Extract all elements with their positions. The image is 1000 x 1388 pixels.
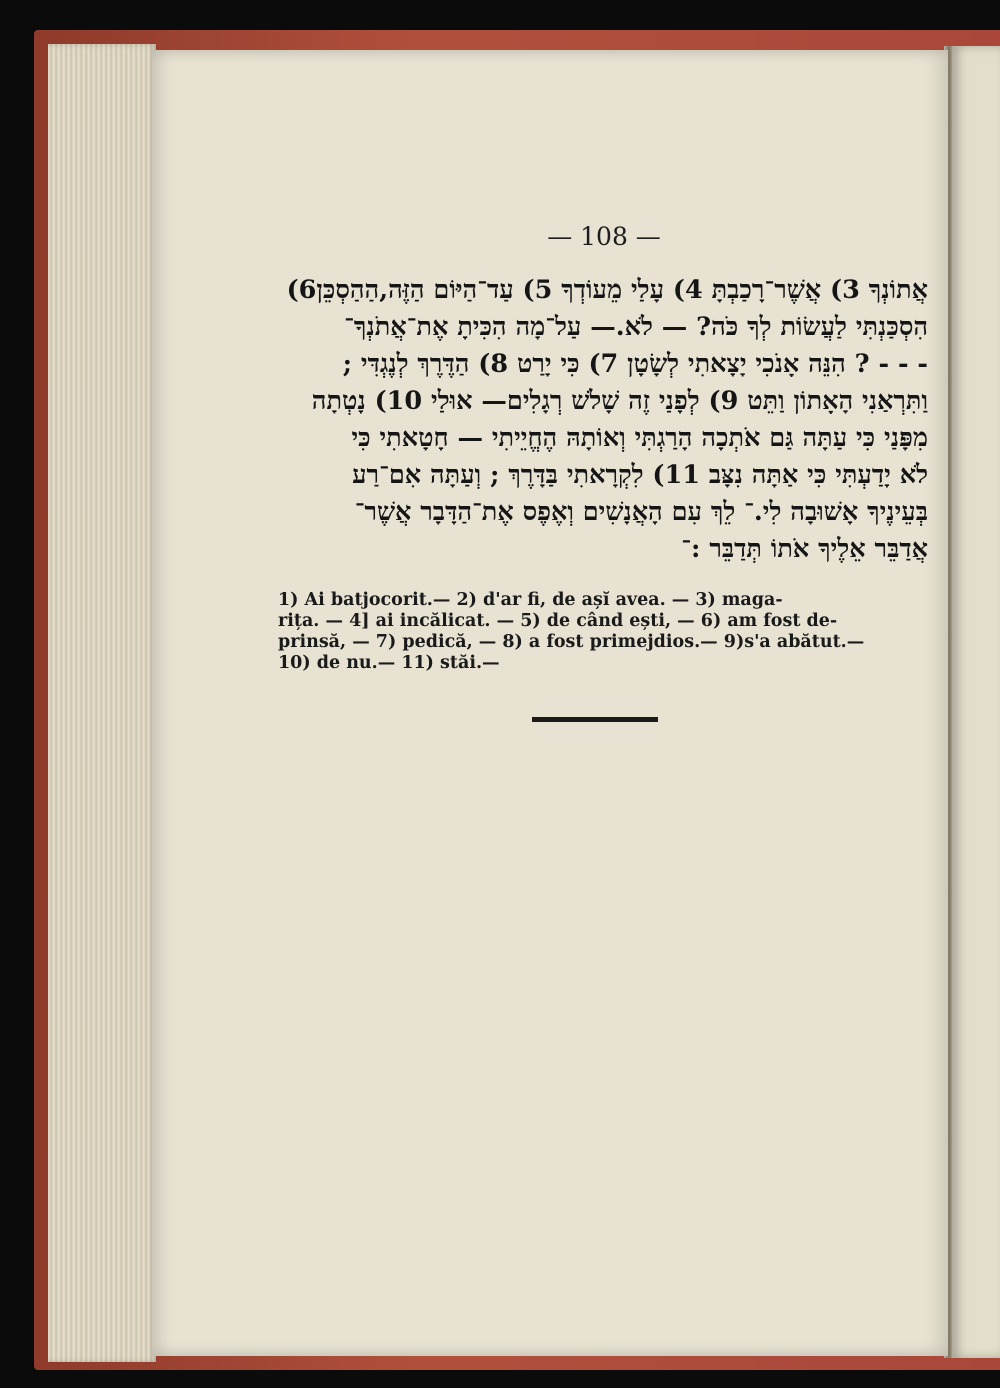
hebrew-line: בְּעֵינֶיךָ אָשׁוּבָה לִי.־ לֵךְ עִם הָאֲנָשִׁים וְאֶפֶס אֶת־הַדָּבָר אֲשֶׁר־ bbox=[354, 497, 928, 527]
hebrew-line: - - - ? הִנֵּה אָנֹכִי יָצָאתִי לְשָׂטָן 7) כִּי יָרַט 8) הַדֶּרֶךְ לְנֶגְדִּי ; bbox=[342, 349, 928, 379]
footnotes bbox=[278, 590, 928, 674]
section-divider bbox=[532, 717, 658, 722]
footnote-line: 1) Ai batjocorit.— 2) d'ar fi, de așĭ avea. — 3) maga- bbox=[278, 590, 783, 610]
hebrew-line: אֲתוֹנְךָ 3) אֲשֶׁר־רָכַבְתָּ 4) עָלַי מֵעוֹדְךָ 5) עַד־הַיּוֹם הַזֶּה,הַהַסְכֵּן6) bbox=[286, 275, 928, 305]
book-page bbox=[152, 50, 948, 1356]
page-number: — 108 — bbox=[547, 222, 661, 251]
hebrew-line: לֹא יָדַעְתִּי כִּי אַתָּה נִצָּב 11) לִקְרָאתִי בַּדָּרֶךְ ; וְעַתָּה אִם־רַע bbox=[352, 460, 928, 490]
footnote-line: rița. — 4] ai incălicat. — 5) de când ești, — 6) am fost de- bbox=[278, 611, 838, 631]
page-edges bbox=[48, 44, 156, 1362]
footnote-line: 10) de nu.— 11) stăi.— bbox=[278, 653, 500, 673]
hebrew-line: אֲדַבֵּר אֵלֶיךָ אֹתוֹ תְּדַבֵּר :־ bbox=[681, 534, 928, 564]
facing-page bbox=[952, 46, 1000, 1358]
hebrew-text-block bbox=[268, 272, 928, 568]
hebrew-line: וַתִּרְאַנִי הָאָתוֹן וַתֵּט 9) לְפָנַי זֶה שָׁלֹשׁ רְגָלִים— אוּלַי 10) נָטְתָה bbox=[311, 386, 928, 416]
hebrew-line: מִפָּנַי כִּי עַתָּה גַּם אֹתְכָה הָרַגְתִּי וְאוֹתָהּ הֶחֱיֵיתִי — חָטָאתִי כִּי bbox=[351, 423, 928, 453]
hebrew-line: הִסְכַּנְתִּי לַעֲשׂוֹת לְךָ כֹּה? — לֹא.— עַל־מָה הִכִּיתָ אֶת־אֲתֹנְךָ־ bbox=[344, 312, 928, 342]
footnote-line: prinsă, — 7) pedică, — 8) a fost primejdios.— 9)s'a abătut.— bbox=[278, 632, 865, 652]
